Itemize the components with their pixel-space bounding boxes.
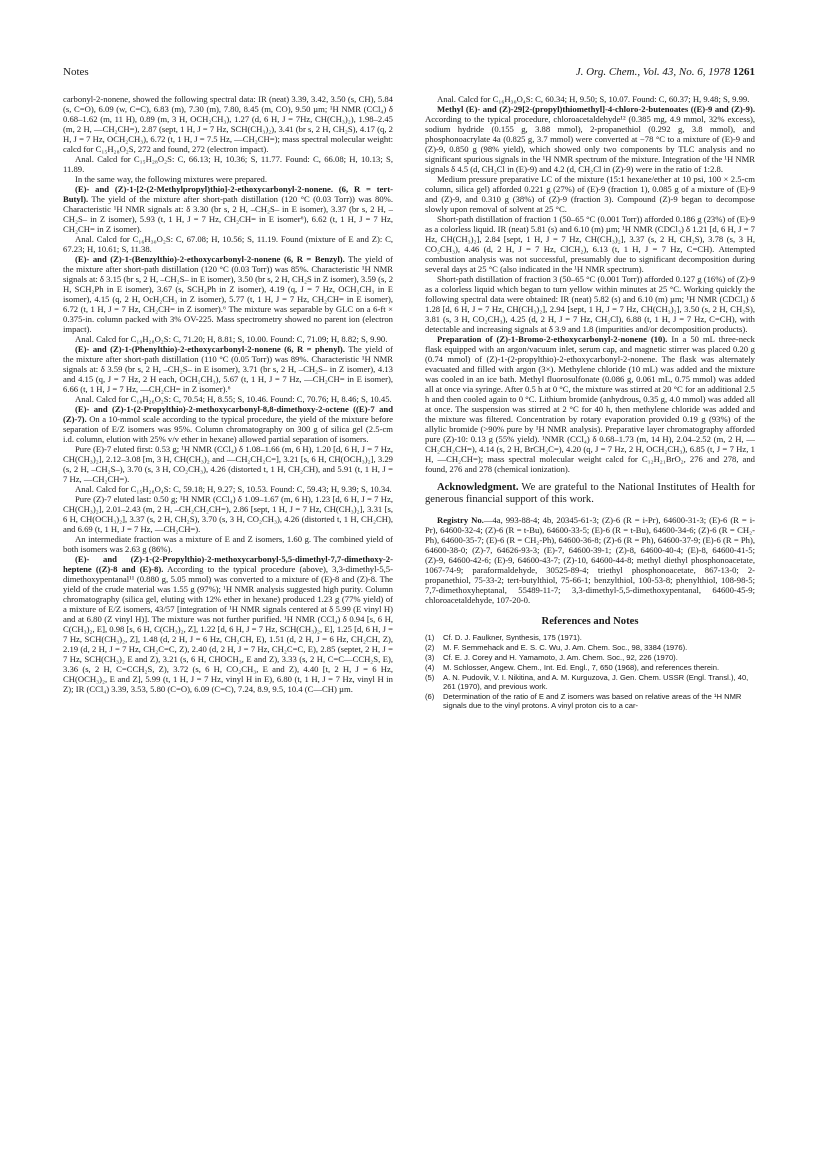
paragraph [63, 554, 393, 694]
paragraph-title: (E)- and (Z)-1-(2-Propylthio)-2-methoxycarbonyl-8,8-dimethoxy-2-octene ((E)-7 and (Z)-7). [63, 404, 393, 424]
reference-text: M. F. Semmehack and E. S. C. Wu, J. Am. Chem. Soc., 98, 3384 (1976). [443, 642, 688, 652]
paragraph-text: Anal. Calcd for C₁₉H₂₈O₂S: C, 71.20; H, 8.81; S, 10.00. Found: C, 71.09; H, 8.82; S, 9.90. [75, 334, 388, 344]
registry-title: Registry No. [437, 514, 484, 525]
paragraph-text: Anal. Calcd for C₁₆H₃₀O₄S: C, 60.34; H, 9.50; S, 10.07. Found: C, 60.37; H, 9.48; S, 9.99. [437, 94, 750, 104]
paragraph-text: The yield of the mixture after short-path distillation (110 °C (0.05 Torr)) was 89%. Characteristic ¹H NMR signals at: δ 3.59 (br s, 2 H, –CH₂S– in E isomer), 3.71 (br s, 2 H, –CH₂S– in Z isomer), 4.13 and 4.15 (q, J = 7 Hz, 2 H each, OCH₂CH₃), 5.67 (t, 1 H, J = 7 Hz, —CH₂CH= in E isomer), 6.66 (t, 1 H, J = 7 Hz, —CH₂CH= in Z isomer).⁶ [63, 344, 393, 394]
paragraph [63, 404, 393, 444]
paragraph [63, 174, 393, 184]
paragraph-title: (E)- and (Z)-1-(2-Propylthio)-2-methoxycarbonyl-5,5-dimethyl-7,7-dimethoxy-2-heptene ((Z)-8 and (E)-8). [63, 554, 393, 574]
paragraph-text: In the same way, the following mixtures were prepared. [75, 174, 267, 184]
paragraph-text: Short-path distillation of fraction 3 (50–65 °C (0.001 Torr)) afforded 0.127 g (16%) of (Z)-9 as a colorless liquid which began to turn yellow within minutes at 25 °C. Working quickly the following spectral data were obtained: IR (neat) 5.82 (s) and 6.10 (m) µm; ¹H NMR (CDCl₃) δ 1.28 [d, 6 H, J = 7 Hz, CH(CH₃)₂], 2.94 [sept, 1 H, J = 7 Hz, CH(CH₃)₂], 3.50 (s, 2 H, CH₂S), 3.81 (s, 3 H, CO₂CH₃), 4.25 (d, 2 H, J = 7 Hz, CH₂Cl), 6.88 (t, 1 H, J = 7 Hz, C=CH), with detectable and increasing signals at δ 3.9 and 1.8 (impurities and/or decomposition products). [425, 274, 755, 334]
reference-number: (3) [425, 652, 435, 662]
section-label: Notes [63, 66, 89, 78]
reference-number: (4) [425, 662, 435, 672]
reference-item [425, 692, 755, 710]
reference-text: Cf. E. J. Corey and H. Yamamoto, J. Am. Chem. Soc., 92, 226 (1970). [443, 652, 678, 662]
acknowledgment-title: Acknowledgment. [437, 482, 519, 493]
reference-item [425, 653, 755, 662]
references-heading: References and Notes [541, 615, 639, 627]
journal-name: J. Org. Chem., [575, 66, 641, 78]
paragraph [425, 94, 755, 104]
paragraph-text: Short-path distillation of fraction 1 (50–65 °C (0.001 Torr)) afforded 0.186 g (23%) of (E)-9 as a colorless liquid. IR (neat) 5.81 (s) and 6.10 (m) µm; ¹H NMR (CDCl₃) δ 1.21 [d, 6 H, J = 7 Hz, CH(CH₃)₂], 2.84 [sept, 1 H, J = 7 Hz, CH(CH₃)₂], 3.37 (s, 2 H, CH₂S), 3.78 (s, 3 H, CO₂CH₃), 4.46 (d, 2 H, J = 7 Hz, ClCH₂), 6.13 (t, 1 H, J = 7 Hz, C=CH). Attempted combustion analysis was not successful, presumably due to significant decomposition during several days at 25 °C (also indicated in the ¹H NMR spectrum). [425, 214, 755, 274]
registry-text: —4a, 993-88-4; 4b, 20345-61-3; (Z)-6 (R = i-Pr), 64600-31-3; (E)-6 (R = i-Pr), 64600-32-4; (Z)-6 (R = t-Bu), 64600-33-5; (E)-6 (R = t-Bu), 64600-34-6; (Z)-6 (R = CH₂-Ph), 64600-35-7; (E)-6 (R = CH₂-Ph), 64600-36-8; (Z)-6 (R = Ph), 64600-37-9; (E)-6 (R = Ph), 64600-38-0; (Z)-7, 64626-93-3; (E)-7, 64600-39-1; (Z)-8, 64600-40-4; (E)-8, 64600-41-5; (Z)-9, 64600-42-6; (E)-9, 64600-43-7; (Z)-10, 64600-44-8; methyl diethyl phosphonoacetate, 1067-74-9; paraformaldehyde, 30525-89-4; triethyl phosphonoacetate, 867-13-0; 2-propanethiol, 75-33-2; tert-butylthiol, 75-66-1; benzylthiol, 100-53-8; phenylthiol, 108-98-5; 7,7-dimethoxyheptanal, 55489-11-7; 3,3-dimethyl-5,5-dimethoxypentanal, 64600-45-9; chloroacetaldehyde, 107-20-0. [425, 514, 755, 605]
reference-text: M. Schlosser, Angew. Chem., Int. Ed. Engl., 7, 650 (1968), and references therein. [443, 662, 720, 672]
paragraph-text: The yield of the mixture after short-path distillation (120 °C (0.03 Torr)) was 85%. Characteristic ¹H NMR signals at: δ 3.15 (br s, 2 H, –CH₂S– in E isomer), 3.50 (br s, 2 H, CH₂S in Z isomer), 3.59 (s, 2 H, SCH₂Ph in E isomer), 3.67 (s, SCH₂Ph in Z isomer), 4.19 (q, J = 7 Hz, OCH₂CH₃ in E isomer), 4.15 (q, 2 H, OcH₂CH₃ in Z isomer), 5.77 (t, 1 H, J = 7 Hz, CH₂CH= in E isomer), 6.72 (t, 1 H, J = 7 Hz, CH₂CH= in Z isomer).⁶ The mixture was separable by GLC on a 6-ft × 0.375-in. column packed with 3% OV-225. Mass spectrometry showed no parent ion (electron impact). [63, 254, 393, 334]
paragraph [63, 154, 393, 174]
reference-text: A. N. Pudovik, V. I. Nikitina, and A. M. Kurguzova, J. Gen. Chem. USSR (Engl. Transl.), 40, 261 (1970), and previous work. [443, 672, 749, 691]
paragraph-text: Anal. Calcd for C₁₈H₂₆O₂S: C, 70.54; H, 8.55; S, 10.46. Found: C, 70.76; H, 8.46; S, 10.45. [75, 394, 392, 404]
running-head [576, 66, 755, 78]
paragraph-text: An intermediate fraction was a mixture of E and Z isomers, 1.60 g. The combined yield of both isomers was 2.63 g (86%). [63, 534, 393, 554]
paragraph-text: In a 50 mL three-neck flask equipped with an argon/vacuum inlet, serum cap, and magnetic stirrer was placed 0.20 g (0.74 mmol) of (Z)-1-(2-propylthio)-2-ethoxycarbonyl-2-nonene. The flask was alternately evacuated and filled with argon (3×). Methylene chloride (10 mL) was added and the mixture was cooled in an ice bath. Methyl fluorosulfonate (0.086 g, 0.061 mL, 0.75 mmol) was added all at once via syringe. After 0.5 h at 0 °C, the mixture was stirred at 20 °C for an additional 2.5 h and then cooled again to 0 °C. Lithium bromide (anhydrous, 0.35 g, 4.0 mmol) was added all at once. The suspension was stirred at 2 °C for 40 h, then methylene chloride was added and the mixture was filtered. Concentration by rotary evaporation provided 0.19 g (93%) of the allylic bromide (>90% pure by ¹H NMR analysis). Preparative layer chromatography afforded pure (Z)-10: 0.13 g (55% yield). ¹NMR (CCl₄) δ 0.68–1.73 (m, 14 H), 2.04–2.52 (m, 2 H, —CH₂CH₂CH=), 4.14 (s, 2 H, BrCH₂C=), 4.20 (q, J = 7 Hz, 2 H, OCH₂CH₃), 6.85 (t, J = 7 Hz, 1 H, —CH₂CH=); mass spectral molecular weight calcd for C₁₂H₂₁BrO₂, 276 and 278, and found, 276 and 278 (chemical ionization). [425, 334, 755, 474]
paragraph-title: (E)- and (Z)-1-[2-(2-Methylpropyl)thio]-2-ethoxycarbonyl-2-nonene. (6, R = tert-Butyl). [63, 184, 393, 204]
references-list [425, 633, 755, 710]
page-header [63, 66, 755, 82]
paragraph [63, 494, 393, 534]
paragraph [63, 234, 393, 254]
reference-item [425, 663, 755, 672]
right-column [425, 94, 755, 1139]
reference-number: (2) [425, 642, 435, 652]
paragraph [63, 484, 393, 494]
paragraph-title: (E)- and (Z)-1-(Phenylthio)-2-ethoxycarbonyl-2-nonene (6, R = phenyl). [75, 344, 345, 354]
reference-text: Cf. D. J. Faulkner, Synthesis, 175 (1971). [443, 632, 582, 642]
paragraph-text: Pure (E)-7 eluted first: 0.53 g; ¹H NMR (CCl₄) δ 1.08–1.66 (m, 6 H), 1.20 [d, 6 H, J = 7 Hz, CH(CH₃)₂], 2.12–3.08 [m, 3 H, CH(CH₃)₂ and —CH₂CH₂C=], 3.21 [s, 6 H, CH(OCH₃)₂], 3.29 (s, 2 H, –CH₂S–), 3.70 (s, 3 H, CO₂CH₃), 4.26 (distorted t, 1 H, CH₂CH), and 5.91 (t, 1 H, J = 7 Hz, —CH₂CH=). [63, 444, 393, 484]
paragraph-text: Anal. Calcd for C₁₅H₂₈O₂S: C, 66.13; H, 10.36; S, 11.77. Found: C, 66.08; H, 10.13; S, 11.89. [63, 154, 393, 174]
registry-numbers [425, 515, 755, 605]
paragraph-text: The yield of the mixture after short-path distillation (120 °C (0.03 Torr)) was 80%. Characteristic ¹H NMR signals at: δ 3.30 (br s, 2 H, –CH₂S– in E isomer), 3.37 (br s, 2 H, –CH₂S– in Z isomer), 5.93 (t, 1 H, J = 7 Hz, CH₂CH= in E isomer⁶), 6.62 (t, 1 H, J = 7 Hz, CH₂CH= in Z isomer). [63, 194, 393, 234]
paragraph-text: Medium pressure preparative LC of the mixture (15:1 hexane/ether at 10 psi, 100 × 2.5-cm column, silica gel) afforded 0.221 g (27%) of (E)-9 (fraction 1), 0.085 g of a mixture of (E)-9 and (Z)-9, and 0.310 g (38%) of (Z)-9 (fraction 3). Compound (Z)-9 began to decompose slowly upon removal of solvent at 25 °C. [425, 174, 755, 214]
paragraph [63, 534, 393, 554]
paragraph-text: Anal. Calcd for C₁₅H₂₈O₄S: C, 59.18; H, 9.27; S, 10.53. Found: C, 59.43; H, 9.39; S, 10.34. [75, 484, 392, 494]
paragraph [63, 184, 393, 234]
paragraph [63, 334, 393, 344]
paragraph [63, 344, 393, 394]
paragraph-text: Pure (Z)-7 eluted last: 0.50 g; ¹H NMR (CCl₄) δ 1.09–1.67 (m, 6 H), 1.23 [d, 6 H, J = 7 Hz, CH(CH₃)₂], 2.01–2.43 (m, 2 H, –CH₂CH₂CH=), 2.86 [sept, 1 H, J = 7 Hz, CH(CH₃)₂], 3.31 [s, 6 H, CH(OCH₃)₂], 3.37 (s, 2 H, CH₂S), 3.70 (s, 3 H, CO₂CH₃), 4.26 (distorted t, 1 H, CH₂CH), and 6.69 (t, 1 H, J = 7 Hz, —CH₂CH=). [63, 494, 393, 534]
reference-text: Determination of the ratio of E and Z isomers was based on relative areas of the ¹H NMR signals due to the vinyl protons. A vinyl proton cis to a car- [443, 691, 742, 710]
reference-item [425, 633, 755, 642]
paragraph-text: According to the typical procedure, chloroacetaldehyde¹² (0.385 mg, 4.9 mmol, 32% excess), sodium hydride (0.155 g, 3.88 mmol), 2-propanethiol (0.292 g, 3.8 mmol), and phosphonoacrylate 4a (0.825 g, 3.7 mmol) were converted at −78 °C to a mixture of (E)-9 and (Z)-9, 0.850 g (98% yield), which showed only two components by TLC analysis and no significant spurious signals in the ¹H NMR spectrum of the mixture. Integration of the ¹H NMR signals δ 4.5 (d, CH₂Cl in (E)-9) and 4.2 (d, CH₂Cl in (Z)-9) were in the ratio of 1:2.8. [425, 114, 755, 174]
acknowledgment [425, 482, 755, 507]
paragraph [63, 444, 393, 484]
paragraph [63, 254, 393, 334]
paragraph [425, 174, 755, 214]
paragraph-title: Preparation of (Z)-1-Bromo-2-ethoxycarbonyl-2-nonene (10). [437, 334, 668, 344]
reference-item [425, 673, 755, 691]
paragraph [63, 394, 393, 404]
paragraph-title: Methyl (E)- and (Z)-29[2-(propyl)thiomethyl]-4-chloro-2-butenoates ((E)-9 and (Z)-9). [437, 104, 755, 114]
page-number: 1261 [733, 66, 755, 78]
reference-number: (1) [425, 632, 435, 642]
journal-volume: Vol. 43, [642, 66, 677, 78]
reference-number: (5) [425, 672, 435, 682]
left-column [63, 94, 393, 1139]
paragraph-text: carbonyl-2-nonene, showed the following spectral data: IR (neat) 3.39, 3.42, 3.50 (s, CH), 5.84 (s, C=O), 6.09 (w, C=C), 6.83 (m), 7.30 (m), 7.80, 8.45 (m, CO), 9.50 µm; ¹H NMR (CCl₄) δ 0.68–1.62 (m, 11 H), 0.89 (m, 3 H, OCH₂CH₃), 1.27 (d, 6 H, J = 7Hz, CH(CH₃)₂), 1.98–2.45 (m, 2 H, —CH₂CH=), 2.87 (sept, 1 H, J = 7 Hz, SCH(CH₃)₂), 3.41 (br s, 2 H, CH₂S), 4.17 (q, 2 H, J = 7 Hz, OCH₂CH₃), 6.72 (t, 1 H, J = 7.5 Hz, —CH₂CH=); mass spectral molecular weight: calcd for C₁₅H₂₈O₂S, 272 and found, 272 (electron impact). [63, 94, 393, 154]
paragraph [425, 274, 755, 334]
right-column-body [425, 94, 755, 474]
paragraph [425, 104, 755, 174]
paragraph-text: According to the typical procedure (above), 3,3-dimethyl-5,5-dimethoxypentanal¹¹ (0.880 g, 5.05 mmol) was converted to a mixture of (E)-8 and (Z)-8. The yield of the crude material was 1.55 g (97%); ¹H NMR analysis suggested high purity. Column chromatography (silica gel, eluting with 12% ether in hexane) produced 1.23 g (77% yield) of a mixture of E/Z isomers, 43/57 [integration of ¹H NMR signals centered at δ 5.99 (E vinyl H) and at 6.80 (Z vinyl H)]. The mixture was not further purified. ¹H NMR (CCl₄) δ 0.94 [s, 6 H, C(CH₃)₂, E], 0.98 [s, 6 H, C(CH₃)₂, Z], 1.22 [d, 6 H, J = 7 Hz, SCH(CH₃)₂, E], 1.25 [d, 6 H, J = 7 Hz, SCH(CH₃)₂, Z], 1.48 (d, 2 H, J = 6 Hz, CH₂CH, E), 1.51 (d, 2 H, J = 6 Hz, CH₂CH, Z), 2.19 (d, 2 H, J = 7 Hz, CH₂C=C, Z), 2.40 (d, 2 H, J = 7 Hz, CH₂C=C, E), 2.85 (septet, 2 H, J = 7 Hz, SCH(CH₃)₂ E and Z), 3.21 (s, 6 H, CHOCH₃, E and Z), 3.33 (s, 2 H, C=C—CCH₂S, E), 3.36 (s, 2 H, C=CCH₂S, Z), 3.72 (s, 6 H, CO₂CH₃, E and Z), 4.40 [t, 2 H, J = 6 Hz, CH(OCH₃)₂, E and Z], 5.99 (t, 1 H, J = 7 Hz, vinyl H in E), 6.80 (t, 1 H, J = 7 Hz, vinyl H in Z); IR (CCl₄) 3.39, 3.53, 5.80 (C=O), 6.09 (C=C), 7.24, 8.9, 9.5, 10.4 (C—CH) µm. [63, 564, 393, 694]
reference-number: (6) [425, 691, 435, 701]
journal-issue: No. 6, 1978 [678, 66, 731, 78]
paragraph [425, 334, 755, 474]
paragraph-text: On a 10-mmol scale according to the typical procedure, the yield of the mixture before separation of E/Z isomers was 95%. Column chromatography on 300 g of silica gel (2.5-cm i.d. column, elution with 25% v/v ether in hexane) allowed partial separation of isomers. [63, 414, 393, 444]
reference-item [425, 643, 755, 652]
paragraph-title: (E)- and (Z)-1-(Benzylthio)-2-ethoxycarbonyl-2-nonene (6, R = Benzyl). [75, 254, 345, 264]
paragraph-text: Anal. Calcd for C₁₆H₃₀O₂S: C, 67.08; H, 10.56; S, 11.19. Found (mixture of E and Z): C, 67.23; H, 10.61; S, 11.38. [63, 234, 393, 254]
acknowledgment-text: We are grateful to the National Institutes of Health for generous financial support of this work. [425, 482, 755, 506]
paragraph [63, 94, 393, 154]
paragraph [425, 214, 755, 274]
